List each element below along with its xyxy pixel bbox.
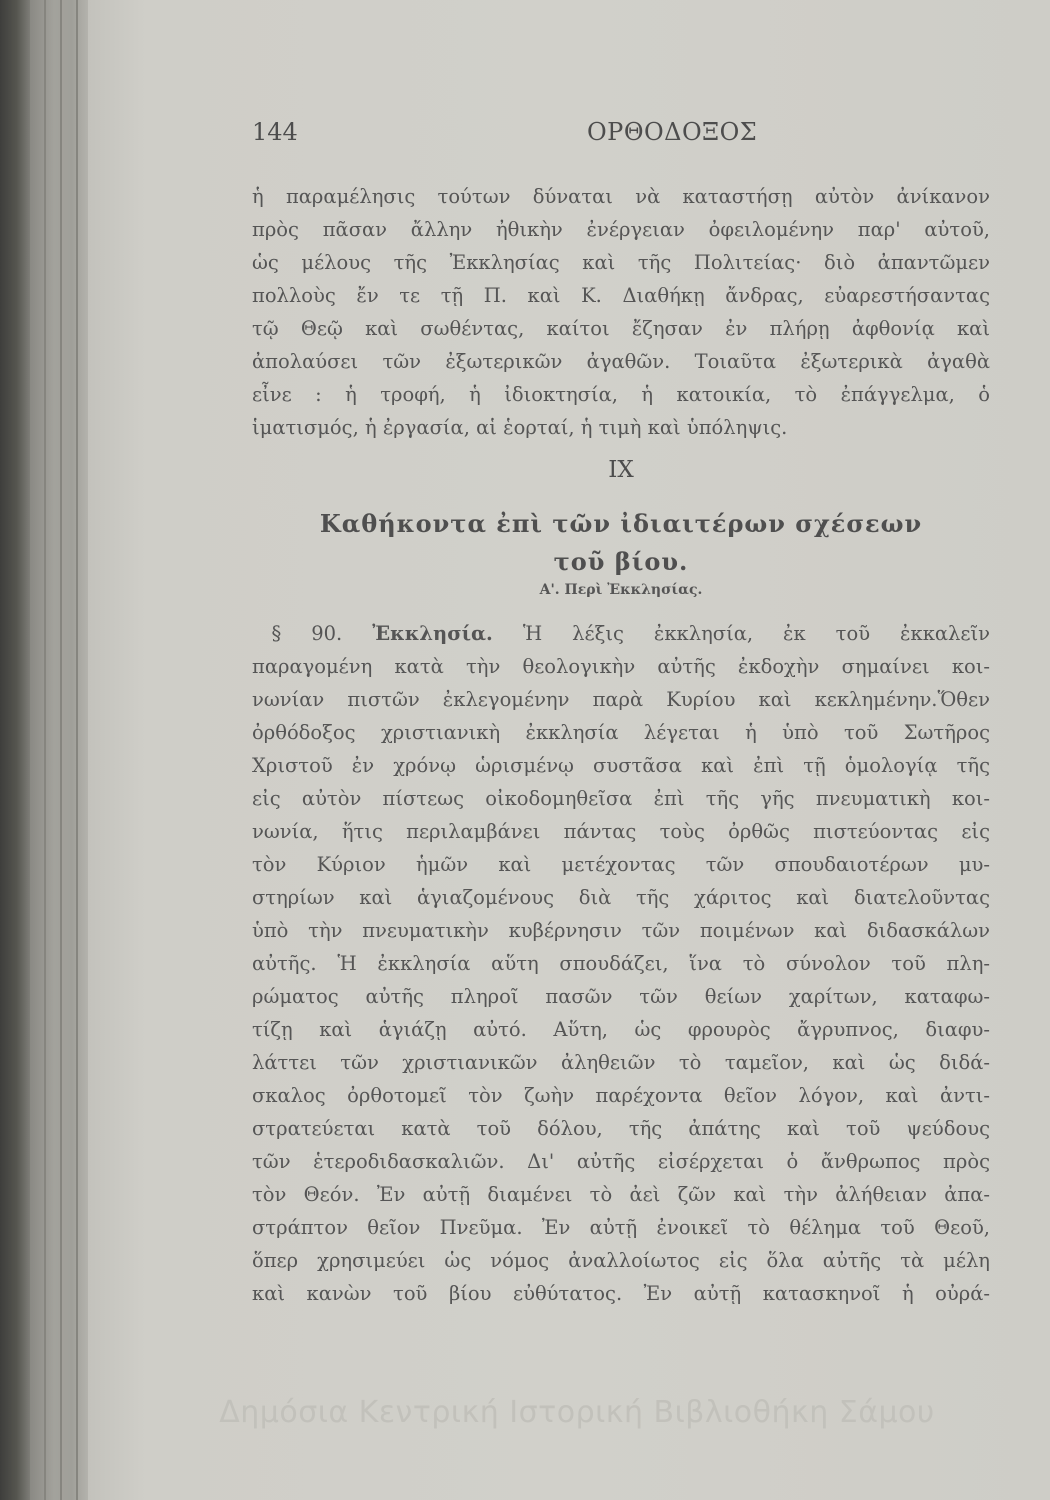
text-line: παραγομένη κατὰ τὴν θεολογικὴν αὐτῆς ἐκδοχὴν σημαίνει κοι- xyxy=(252,655,990,678)
text-line: νωνία, ἥτις περιλαμβάνει πάντας τοὺς ὀρθῶς πιστεύοντας εἰς xyxy=(252,820,990,843)
paragraph-mark: § 90. xyxy=(271,622,343,645)
text-line: πολλοὺς ἔν τε τῇ Π. καὶ Κ. Διαθήκῃ ἄνδρας, εὐαρεστήσαντας xyxy=(252,284,990,307)
page-number: 144 xyxy=(252,118,298,146)
text-line: ὡς μέλους τῆς Ἐκκλησίας καὶ τῆς Πολιτείας· διὸ ἀπαντῶμεν xyxy=(252,251,990,274)
text-line: νωνίαν πιστῶν ἐκλεγομένην παρὰ Κυρίου καὶ κεκλημένην.Ὅθεν xyxy=(252,688,990,711)
text-line: καὶ κανὼν τοῦ βίου εὐθύτατος. Ἐν αὐτῇ κατασκηνοῖ ἡ οὐρά- xyxy=(252,1282,990,1305)
intro-text xyxy=(252,180,990,444)
text-line: ἡ παραμέλησις τούτων δύναται νὰ καταστήσῃ αὐτὸν ἀνίκανον xyxy=(252,185,990,208)
text-line: τῶν ἑτεροδιδασκαλιῶν. Δι' αὐτῆς εἰσέρχεται ὁ ἄνθρωπος πρὸς xyxy=(252,1150,990,1173)
paragraph-90 xyxy=(252,617,990,1310)
text-line: στηρίων καὶ ἁγιαζομένους διὰ τῆς χάριτος καὶ διατελοῦντας xyxy=(252,886,990,909)
library-watermark: Δημόσια Κεντρική Ιστορική Βιβλιοθήκη Σάμου xyxy=(219,1395,935,1430)
text-line: τὸν Κύριον ἡμῶν καὶ μετέχοντας τῶν σπουδαιοτέρων μυ- xyxy=(252,853,990,876)
page-edge-line xyxy=(60,0,62,1500)
text-line: ὑπὸ τὴν πνευματικὴν κυβέρνησιν τῶν ποιμένων καὶ διδασκάλων xyxy=(252,919,990,942)
text-line: εἰς αὐτὸν πίστεως οἰκοδομηθεῖσα ἐπὶ τῆς γῆς πνευματικὴ κοι- xyxy=(252,787,990,810)
text-line: αὐτῆς. Ἡ ἐκκλησία αὕτη σπουδάζει, ἵνα τὸ σύνολον τοῦ πλη- xyxy=(252,952,990,975)
page-edge-line xyxy=(76,0,78,1500)
section-title xyxy=(252,505,990,581)
page-edge-line xyxy=(44,0,46,1500)
text-line: τίζῃ καὶ ἁγιάζῃ αὐτό. Αὕτη, ὡς φρουρὸς ἄγρυπνος, διαφυ- xyxy=(252,1018,990,1041)
text-line: ρώματος αὐτῆς πληροῖ πασῶν τῶν θείων χαρίτων, καταφω- xyxy=(252,985,990,1008)
text-line: ὅπερ χρησιμεύει ὡς νόμος ἀναλλοίωτος εἰς ὅλα αὐτῆς τὰ μέλη xyxy=(252,1249,990,1272)
text-line: στρατεύεται κατὰ τοῦ δόλου, τῆς ἀπάτης καὶ τοῦ ψεύδους xyxy=(252,1117,990,1140)
running-title: ΟΡΘΟΔΟΞΟΣ xyxy=(587,118,758,146)
paragraph-first-line-text: Ἡ λέξις ἐκκλησία, ἐκ τοῦ ἐκκαλεῖν xyxy=(522,622,990,645)
section-title-line: τοῦ βίου. xyxy=(553,547,689,576)
text-line: σκαλος ὀρθοτομεῖ τὸν ζωὴν παρέχοντα θεῖον λόγον, καὶ ἀντι- xyxy=(252,1084,990,1107)
page-edges xyxy=(30,0,90,1500)
section-number: IX xyxy=(608,457,634,483)
text-line: Χριστοῦ ἐν χρόνῳ ὡρισμένῳ συστᾶσα καὶ ἐπὶ τῇ ὁμολογίᾳ τῆς xyxy=(252,754,990,777)
text-line: ἱματισμός, ἡ ἐργασία, αἱ ἑορταί, ἡ τιμὴ καὶ ὑπόληψις. xyxy=(252,416,788,439)
paragraph-first-line xyxy=(252,617,990,650)
text-line: τὸν Θεόν. Ἐν αὐτῇ διαμένει τὸ ἀεὶ ζῶν καὶ τὴν ἀλήθειαν ἀπα- xyxy=(252,1183,990,1206)
section-title-line: Καθήκοντα ἐπὶ τῶν ἰδιαιτέρων σχέσεων xyxy=(319,509,923,538)
text-line: ἀπολαύσει τῶν ἐξωτερικῶν ἀγαθῶν. Τοιαῦτα ἐξωτερικὰ ἀγαθὰ xyxy=(252,350,990,373)
text-line: εἶνε : ἡ τροφή, ἡ ἰδιοκτησία, ἡ κατοικία, τὸ ἐπάγγελμα, ὁ xyxy=(252,383,990,406)
text-line: λάττει τῶν χριστιανικῶν ἀληθειῶν τὸ ταμεῖον, καὶ ὡς διδά- xyxy=(252,1051,990,1074)
paragraph-heading: Ἐκκλησία. xyxy=(372,622,493,645)
page-header xyxy=(252,118,992,158)
text-line: πρὸς πᾶσαν ἄλλην ἠθικὴν ἐνέργειαν ὀφειλομένην παρ' αὐτοῦ, xyxy=(252,218,990,241)
text-line: στράπτον θεῖον Πνεῦμα. Ἐν αὐτῇ ἐνοικεῖ τὸ θέλημα τοῦ Θεοῦ, xyxy=(252,1216,990,1239)
book-binding xyxy=(0,0,30,1500)
text-line: ὀρθόδοξος χριστιανικὴ ἐκκλησία λέγεται ἡ ὑπὸ τοῦ Σωτῆρος xyxy=(252,721,990,744)
text-line: τῷ Θεῷ καὶ σωθέντας, καίτοι ἔζησαν ἐν πλήρῃ ἀφθονίᾳ καὶ xyxy=(252,317,990,340)
subsection-title: Α'. Περὶ Ἐκκλησίας. xyxy=(539,582,703,598)
